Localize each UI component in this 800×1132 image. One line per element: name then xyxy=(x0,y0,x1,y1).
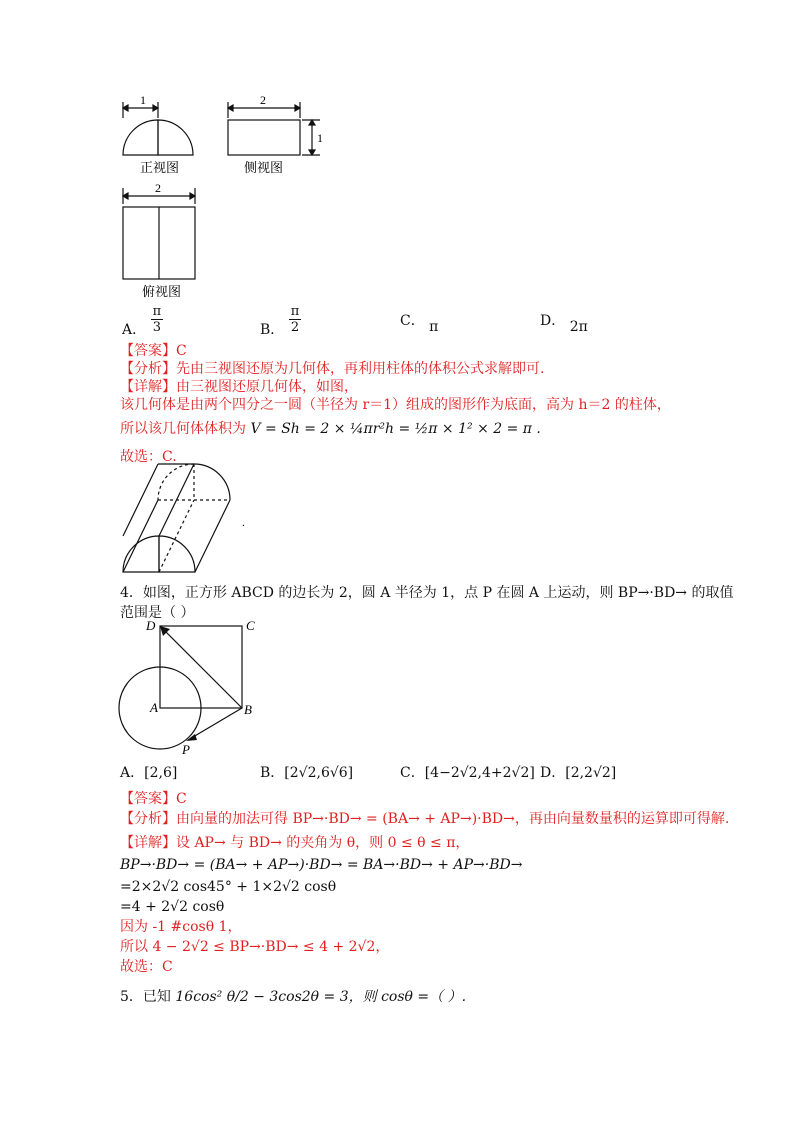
q3-option-a xyxy=(122,304,163,338)
q3-option-c xyxy=(400,312,439,335)
solid-figure xyxy=(118,460,248,575)
q3-option-b xyxy=(260,304,301,338)
q3-option-a-label: A． xyxy=(122,321,147,338)
q3-option-a-den: 3 xyxy=(152,320,161,335)
q5-stem xyxy=(120,988,466,1006)
top-caption: 俯视图 xyxy=(142,284,182,299)
front-view xyxy=(123,102,193,155)
q3-option-d xyxy=(540,312,588,335)
q4-option-b xyxy=(260,764,353,782)
top-dim-label: 2 xyxy=(155,181,161,195)
q3-detail-text: 由三视图还原几何体，如图， xyxy=(176,379,358,395)
q5-stem-prefix: 5．已知 xyxy=(120,989,171,1005)
q3-option-b-den: 2 xyxy=(290,320,300,335)
q4-analysis-tag: 【分析】 xyxy=(120,811,176,827)
q4-option-c xyxy=(400,764,535,782)
side-view xyxy=(228,102,320,155)
q3-option-d-value: 2π xyxy=(569,319,588,335)
q3-option-a-num: π xyxy=(152,304,162,319)
q4-step3: =4 + 2√2 cosθ xyxy=(120,899,225,915)
front-caption: 正视图 xyxy=(140,160,180,175)
q4-analysis-text: 由向量的加法可得 BP→·BD→ = (BA→ + AP→)·BD→，再由向量数量积的运算即可得解. xyxy=(176,811,730,827)
q3-option-b-num: π xyxy=(290,304,300,319)
q4-option-a-label: A． xyxy=(120,765,145,781)
three-view-diagrams xyxy=(110,90,340,305)
q4-analysis xyxy=(120,810,729,828)
q3-option-a-fraction xyxy=(151,304,164,335)
label-d: D xyxy=(146,618,156,633)
q5-stem-formula: 16cos² θ/2 − 3cos2θ = 3，则 cosθ =（ ）. xyxy=(175,989,467,1005)
q3-answer: 【答案】C xyxy=(120,343,187,359)
q4-option-d-value: [2,2√2] xyxy=(565,765,617,781)
q4-detail-tag: 【详解】 xyxy=(120,835,176,851)
q3-option-b-label: B． xyxy=(260,321,285,338)
q3-line2-prefix: 所以该几何体体积为 xyxy=(120,421,246,437)
q3-option-b-fraction xyxy=(289,304,302,335)
q3-detail xyxy=(120,378,358,396)
q4-choose: 故选：C xyxy=(120,959,173,975)
side-dim-top-label: 2 xyxy=(260,93,266,107)
q4-step1: BP→·BD→ = (BA→ + AP→)·BD→ = BA→·BD→ + AP→·BD→ xyxy=(120,857,523,873)
q4-detail xyxy=(120,834,469,852)
label-p: P xyxy=(182,742,190,756)
q4-stem-line1: 4．如图，正方形 ABCD 的边长为 2，圆 A 半径为 1，点 P 在圆 A 上运动，则 BP→·BD→ 的取值 xyxy=(120,585,734,601)
label-b: B xyxy=(244,702,252,717)
q3-option-c-value: π xyxy=(429,319,439,335)
q4-step4: 因为 -1 #cosθ 1， xyxy=(120,919,242,935)
side-dim-right-label: 1 xyxy=(317,131,323,145)
q3-volume-formula: V = Sh = 2 × ¼πr²h = ½π × 1² × 2 = π . xyxy=(250,421,541,437)
label-c: C xyxy=(246,618,255,633)
solid-figure-period: . xyxy=(242,515,245,529)
front-dim-label: 1 xyxy=(140,93,146,107)
q4-option-c-value: [4−2√2,4+2√2] xyxy=(424,765,535,781)
q4-option-c-label: C． xyxy=(400,765,425,781)
q3-line1: 该几何体是由两个四分之一圆（半径为 r＝1）组成的图形作为底面，高为 h＝2 的柱体， xyxy=(120,397,671,413)
q4-option-d-label: D． xyxy=(540,765,566,781)
q4-answer: 【答案】C xyxy=(120,791,187,807)
label-a: A xyxy=(150,700,158,715)
q4-stem-line2: 范围是（ ） xyxy=(120,605,195,621)
top-view xyxy=(123,188,195,279)
q4-option-b-label: B． xyxy=(260,765,285,781)
q3-choose: 故选：C. xyxy=(120,449,177,465)
q4-step2: =2×2√2 cos45° + 1×2√2 cosθ xyxy=(120,879,337,895)
q4-option-d xyxy=(540,764,616,782)
q4-option-a xyxy=(120,764,177,782)
q3-detail-tag: 【详解】 xyxy=(120,379,176,395)
square-circle-figure xyxy=(116,616,266,756)
q4-step5: 所以 4 − 2√2 ≤ BP→·BD→ ≤ 4 + 2√2， xyxy=(120,939,390,955)
q4-detail-text: 设 AP→ 与 BD→ 的夹角为 θ，则 0 ≤ θ ≤ π， xyxy=(176,835,470,851)
q4-option-a-value: [2,6] xyxy=(144,765,178,781)
q4-option-b-value: [2√2,6√6] xyxy=(284,765,354,781)
q3-analysis-text: 先由三视图还原为几何体，再利用柱体的体积公式求解即可. xyxy=(176,361,545,377)
q3-line2 xyxy=(120,420,541,438)
q3-analysis xyxy=(120,360,544,378)
q3-analysis-tag: 【分析】 xyxy=(120,361,176,377)
q3-option-d-label: D． xyxy=(540,313,566,329)
q3-option-c-label: C． xyxy=(400,313,425,329)
side-caption: 侧视图 xyxy=(244,160,284,175)
